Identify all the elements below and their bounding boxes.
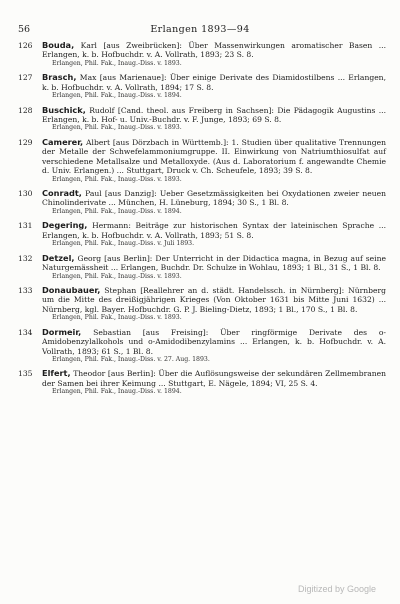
entry-text — [42, 254, 386, 273]
entry-number: 131 — [18, 221, 33, 231]
entry-text — [42, 369, 386, 388]
author-name: Camerer, — [42, 136, 84, 147]
entry-note: Erlangen, Phil. Fak., Inaug.-Diss. v. 1893. — [52, 175, 182, 183]
entry-note: Erlangen, Phil. Fak., Inaug.-Diss. v. 1894. — [52, 92, 182, 100]
entry-note: Erlangen, Phil. Fak., Inaug.-Diss. v. 1893. — [52, 272, 182, 280]
author-name: Buschick, — [42, 104, 86, 115]
entry-citation: Albert [aus Dörzbach in Württemb.]: 1. Studien über qualitative Trennungen der Metalle der Schwefelammoniumgruppe. II. Einwirkung von Natriumthiosulfat auf verschiedene Metallsalze und Metalloxyde. (Aus d. Laboratorium f. angewandte Chemie d. Univ. Erlangen.) ... Stuttgart, Druck v. Ch. Scheufele, 1893; 39 S. 8. — [42, 137, 386, 176]
author-name: Donaubauer, — [42, 285, 101, 295]
entry-note: Erlangen, Phil. Fak., Inaug.-Diss. v. 1893. — [52, 314, 182, 322]
list-item — [18, 369, 386, 396]
author-name: Dormeir, — [42, 326, 82, 337]
entry-number: 132 — [18, 253, 33, 263]
author-name: Detzel, — [42, 252, 75, 263]
list-item — [18, 138, 386, 184]
list-item — [18, 221, 386, 248]
author-name: Elfert, — [42, 368, 71, 379]
entry-citation: Sebastian [aus Freising]: Über ringförmige Derivate des o-Amidobenzylalkohols und o-Amidodibenzylamins ... Erlangen, k. b. Hofbuchdr. v. A. Vollrath, 1893; 61 S., 1 Bl. 8. — [42, 327, 386, 356]
author-name: Degering, — [42, 220, 88, 231]
entry-list — [18, 41, 386, 402]
list-item — [18, 41, 386, 68]
entry-citation: Georg [aus Berlin]: Der Unterricht in der Didactica magna, in Bezug auf seine Naturgemässheit ... Erlangen, Buchdr. Dr. Schulze in Wohlau, 1893; 1 Bl., 31 S., 1 Bl. 8. — [42, 253, 386, 273]
entry-number: 130 — [18, 189, 33, 199]
page-number: 56 — [18, 24, 31, 35]
entry-note: Erlangen, Phil. Fak., Inaug.-Diss. v. 1893. — [52, 124, 182, 132]
list-item — [18, 286, 386, 322]
author-name: Bouda, — [42, 40, 75, 50]
entry-citation: Hermann: Beiträge zur historischen Syntax der lateinischen Sprache ... Erlangen, k. b. Hofbuchdr. v. A. Vollrath, 1893; 51 S. 8. — [42, 221, 386, 240]
entry-text — [42, 41, 386, 60]
entry-citation: Theodor [aus Berlin]: Über die Auflösungsweise der sekundären Zellmembranen der Samen bei ihrer Keimung ... Stuttgart, E. Nägele, 1894; VI, 25 S. 4. — [42, 369, 386, 388]
list-item — [18, 106, 386, 133]
entry-text — [42, 138, 386, 176]
entry-number: 127 — [18, 73, 33, 83]
entry-citation: Rudolf [Cand. theol. aus Freiberg in Sachsen]: Die Pädagogik Augustins ... Erlangen, k. b. Hof- u. Univ.-Buchdr. v. F. Junge, 1893; 69 S. 8. — [42, 105, 386, 125]
entry-text — [42, 73, 386, 92]
author-name: Conradt, — [42, 188, 82, 199]
entry-text — [42, 328, 386, 356]
entry-number: 134 — [18, 327, 33, 337]
entry-note: Erlangen, Phil. Fak., Inaug.-Diss. v. 1894. — [52, 207, 182, 215]
entry-note: Erlangen, Phil. Fak., Inaug.-Diss. v. 27. Aug. 1893. — [52, 355, 210, 363]
entry-note: Erlangen, Phil. Fak., Inaug.-Diss. v. 1893. — [52, 59, 182, 67]
entry-note: Erlangen, Phil. Fak., Inaug.-Diss. v. Juli 1893. — [52, 240, 195, 248]
entry-citation: Karl [aus Zweibrücken]: Über Massenwirkungen aromatischer Basen ... Erlangen, k. b. Hofbuchdr. v. A. Vollrath, 1893; 23 S. 8. — [42, 41, 386, 60]
entry-number: 135 — [18, 369, 33, 379]
entry-text — [42, 286, 386, 314]
entry-note: Erlangen, Phil. Fak., Inaug.-Diss. v. 1894. — [52, 388, 182, 396]
list-item — [18, 328, 386, 364]
entry-citation: Max [aus Marienaue]: Über einige Derivate des Diamidostilbens ... Erlangen, k. b. Hofbuchdr. v. A. Vollrath, 1894; 17 S. 8. — [42, 73, 386, 92]
entry-text — [42, 106, 386, 125]
author-name: Brasch, — [42, 72, 77, 83]
entry-number: 126 — [18, 41, 33, 50]
list-item — [18, 254, 386, 281]
entry-text — [42, 221, 386, 240]
page-header-title: Erlangen 1893—94 — [150, 24, 250, 35]
list-item — [18, 189, 386, 216]
list-item — [18, 73, 386, 100]
watermark: Digitized by Google — [297, 584, 376, 594]
entry-number: 129 — [18, 137, 33, 147]
entry-citation: Stephan [Reallehrer an d. städt. Handelssch. in Nürnberg]: Nürnberg um die Mitte des dreißigjährigen Krieges (Von Oktober 1631 bis Mitte Juni 1632) ... Nürnberg, kgl. Bayer. Hofbuchdr. G. P. J. Bieling-Dietz, 1893; 1 Bl., 170 S., 1 Bl. 8. — [42, 286, 386, 314]
entry-number: 128 — [18, 105, 33, 115]
entry-number: 133 — [18, 286, 33, 295]
entry-text — [42, 189, 386, 208]
entry-citation: Paul [aus Danzig]: Ueber Gesetzmässigkeiten bei Oxydationen zweier neuen Chinolinderivate ... München, H. Lüneburg, 1894; 30 S., 1 Bl. 8. — [42, 189, 386, 208]
